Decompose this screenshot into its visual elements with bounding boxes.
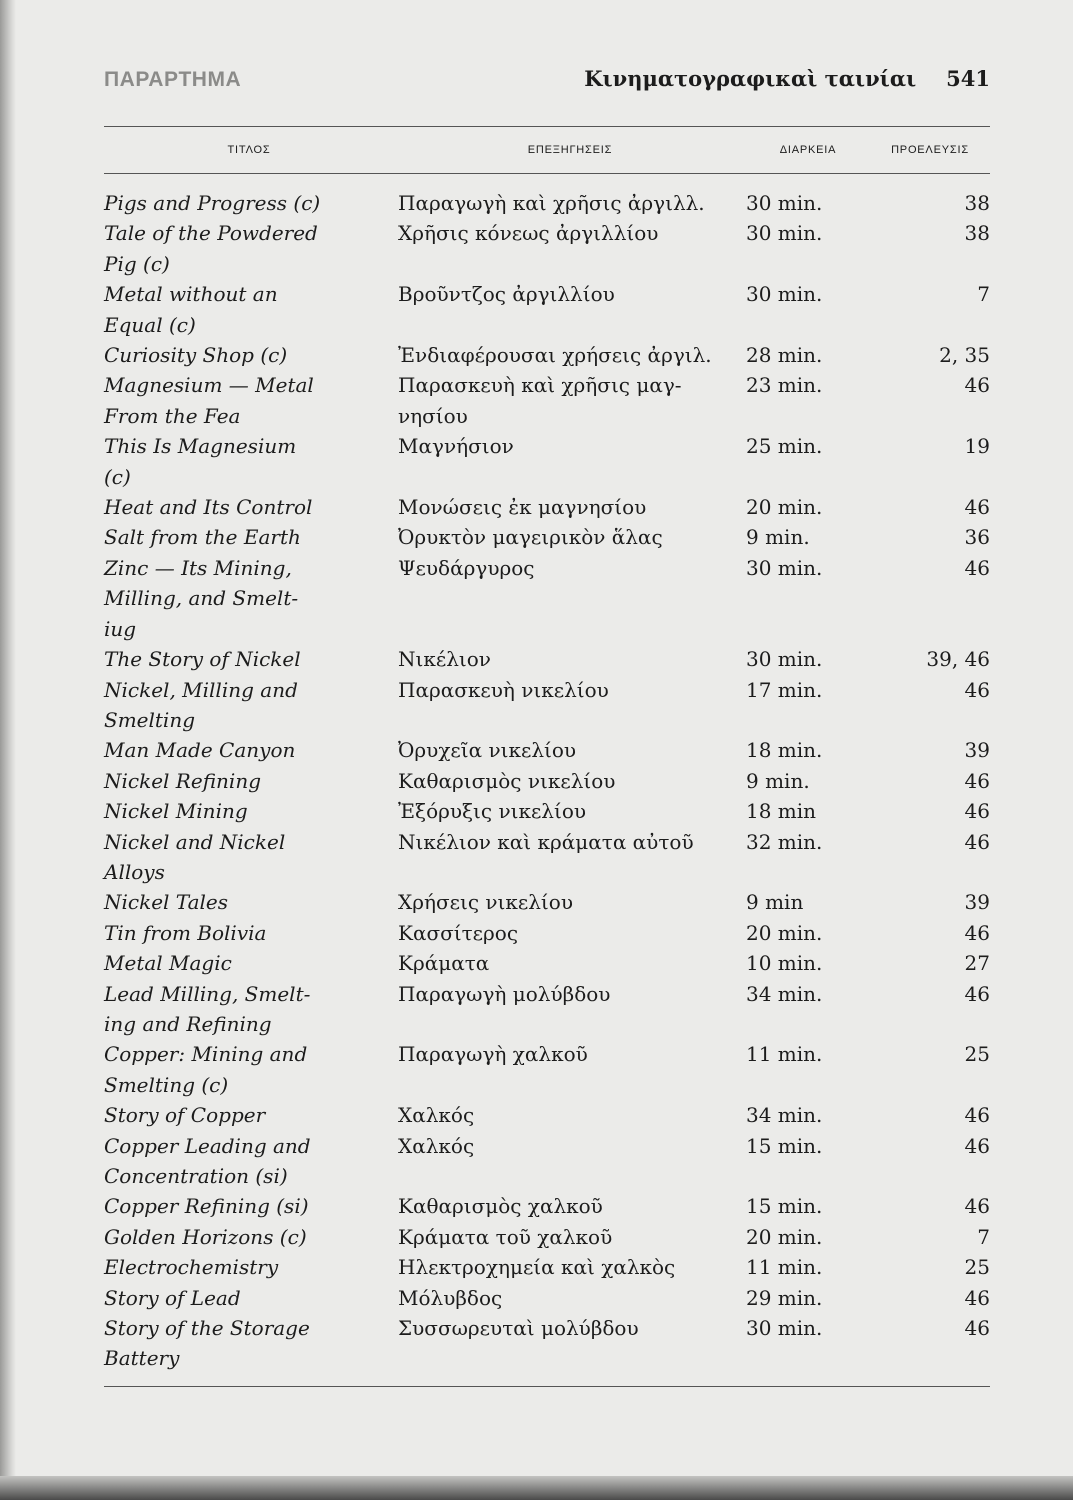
film-title-line: Nickel Mining [104,799,248,824]
film-title-line: Metal without an [104,282,278,307]
film-title [104,644,394,674]
film-title-line: Smelting [104,707,196,732]
film-source: 46 [964,768,990,793]
film-description-line: Παρασκευὴ καὶ χρῆσις μαγ- [398,373,682,398]
film-title [104,370,394,431]
film-description-line: Παραγωγὴ καὶ χρῆσις ἀργιλλ. [398,191,705,215]
film-title-line: Tale of the Powdered [104,221,318,246]
film-title [104,553,394,644]
film-title [104,431,394,492]
film-duration: 18 min. [746,738,823,763]
page-number: 541 [946,66,990,91]
table-row [104,796,990,826]
film-source: 7 [977,282,990,307]
film-table-body [104,188,990,1374]
film-title-line: Concentration (si) [104,1164,288,1188]
table-row [104,1131,990,1192]
film-description-line: Ὀρυκτὸν μαγειρικὸν ἅλας [398,525,663,550]
film-description-line: Βροῦντζος ἀργιλλίου [398,282,615,307]
film-description [394,766,746,796]
table-row [104,948,990,978]
film-source: 46 [964,981,990,1006]
film-title-line: Copper Refining (si) [104,1194,309,1219]
film-source: 46 [964,495,990,520]
film-description-line: Παρασκευὴ νικελίου [398,677,609,702]
table-row [104,492,990,522]
film-description [394,796,746,826]
film-description-line: Καθαρισμὸς νικελίου [398,768,616,793]
film-title-line: Story of Lead [104,1285,241,1310]
col-head-source: ΠΡΟΕΛΕΥΣΙΣ [891,144,969,156]
film-source: 19 [964,434,990,459]
running-head [104,66,990,106]
film-description-line: Μονώσεις ἐκ μαγνησίου [398,495,647,520]
film-duration: 15 min. [746,1133,823,1158]
film-description [394,188,746,218]
film-description [394,735,746,765]
film-source: 7 [977,1224,990,1249]
film-duration: 30 min. [746,1316,823,1341]
film-title [104,1222,394,1252]
film-description [394,553,746,644]
film-duration: 30 min. [746,647,823,672]
table-row [104,887,990,917]
film-description-line: Παραγωγὴ χαλκοῦ [398,1042,588,1067]
col-head-duration: ΔΙΑΡΚΕΙΑ [779,144,837,156]
film-title [104,675,394,736]
film-title-line: Milling, and Smelt- [104,586,299,611]
film-title-line: Pig (c) [104,251,170,276]
table-bottom-rule [104,1386,990,1387]
film-description-line: Νικέλιον καὶ κράματα αὐτοῦ [398,829,694,854]
table-row [104,1252,990,1282]
film-duration: 10 min. [746,951,823,976]
film-description-line: Χρήσεις νικελίου [398,890,573,915]
film-source: 39 [964,738,990,763]
film-description-line: Ψευδάργυρος [398,555,535,580]
film-title-line: Story of the Storage [104,1316,310,1341]
film-source: 46 [964,1316,990,1341]
film-source: 46 [964,1285,990,1310]
film-title-line: This Is Magnesium [104,434,297,459]
film-description [394,887,746,917]
film-duration: 34 min. [746,1103,823,1128]
film-title [104,340,394,370]
film-title-line: Nickel Tales [104,890,229,915]
film-source: 46 [964,1194,990,1219]
table-row [104,431,990,492]
film-description-line: Παραγωγὴ μολύβδου [398,981,611,1006]
film-description [394,279,746,340]
film-title [104,1039,394,1100]
film-title [104,522,394,552]
film-duration: 32 min. [746,829,823,854]
film-description-line: Χαλκός [398,1133,475,1158]
film-description-line: Ὀρυχεῖα νικελίου [398,738,577,763]
film-description-line: Κράματα [398,951,490,976]
film-title-line: Curiosity Shop (c) [104,343,288,368]
table-row [104,188,990,218]
film-title-line: ing and Refining [104,1011,272,1036]
film-title [104,948,394,978]
table-row [104,1222,990,1252]
film-description-line: Χρῆσις κόνεως ἀργιλλίου [398,221,659,246]
film-duration: 20 min. [746,1224,823,1249]
film-description [394,918,746,948]
film-duration: 9 min. [746,525,810,550]
film-duration: 30 min. [746,191,823,215]
film-description-line: Ἐνδιαφέρουσαι χρήσεις ἀργιλ. [398,343,712,368]
film-duration: 23 min. [746,373,823,398]
film-description [394,675,746,736]
book-page [104,66,990,1387]
film-title [104,979,394,1040]
running-head-right [584,66,990,91]
film-title [104,1191,394,1221]
film-title-line: Alloys [104,859,165,884]
table-row [104,218,990,279]
film-duration: 11 min. [746,1042,823,1067]
table-row [104,766,990,796]
film-description [394,1039,746,1100]
table-row [104,522,990,552]
film-description [394,948,746,978]
film-description [394,218,746,279]
film-title-line: Copper: Mining and [104,1042,308,1067]
film-duration: 34 min. [746,981,823,1006]
film-description-line: Μαγνήσιον [398,434,514,459]
film-title-line: Pigs and Progress (c) [104,191,321,215]
film-title-line: Smelting (c) [104,1072,229,1097]
film-title-line: Story of Copper [104,1103,266,1128]
film-duration: 30 min. [746,221,823,246]
table-row [104,1039,990,1100]
film-title [104,766,394,796]
scan-bottom-edge [0,1476,1073,1500]
table-row [104,827,990,888]
film-duration: 20 min. [746,495,823,520]
film-description-line: Συσσωρευταὶ μολύβδου [398,1316,639,1341]
film-source: 38 [964,191,990,215]
section-title: ΠΑΡΑΡΤΗΜΑ [104,68,242,91]
film-duration: 9 min [746,890,804,915]
film-source: 36 [964,525,990,550]
film-title [104,1131,394,1192]
film-title-line: Metal Magic [104,951,232,976]
film-source: 39 [964,890,990,915]
film-title [104,918,394,948]
film-description [394,979,746,1040]
film-title-line: Lead Milling, Smelt- [104,981,311,1006]
table-row [104,370,990,431]
film-description [394,370,746,431]
film-title-line: From the Fea [104,403,241,428]
film-title [104,492,394,522]
film-title-line: Nickel and Nickel [104,829,286,854]
film-source: 2, 35 [939,343,990,368]
film-title-line: Heat and Its Control [104,495,313,520]
film-title [104,1252,394,1282]
film-title-line: The Story of Nickel [104,647,301,672]
film-description-line: Νικέλιον [398,647,491,672]
film-title-line: Electrochemistry [104,1255,279,1280]
film-duration: 15 min. [746,1194,823,1219]
film-source: 46 [964,920,990,945]
table-row [104,675,990,736]
table-row [104,735,990,765]
table-row [104,1313,990,1374]
film-duration: 18 min [746,799,817,824]
film-title-line: iug [104,616,137,641]
table-row [104,1100,990,1130]
film-description-line: Κράματα τοῦ χαλκοῦ [398,1224,613,1249]
table-row [104,1191,990,1221]
film-title-line: Nickel, Milling and [104,677,298,702]
film-source: 25 [964,1255,990,1280]
film-title-line: Tin from Bolivia [104,920,267,945]
film-source: 46 [964,555,990,580]
film-title [104,1100,394,1130]
film-duration: 30 min. [746,555,823,580]
film-description [394,1313,746,1374]
col-head-description: ΕΠΕΞΗΓΗΣΕΙΣ [527,144,613,156]
film-title [104,279,394,340]
film-source: 38 [964,221,990,246]
film-duration: 30 min. [746,282,823,307]
film-description [394,827,746,888]
film-description [394,644,746,674]
film-description [394,1283,746,1313]
film-description [394,1131,746,1192]
film-title-line: Golden Horizons (c) [104,1224,307,1249]
film-title [104,188,394,218]
film-source: 46 [964,1133,990,1158]
film-description [394,492,746,522]
film-title-line: Magnesium — Metal [104,373,314,398]
film-title-line: Equal (c) [104,312,196,337]
film-title-line: Man Made Canyon [104,738,296,763]
film-description-line: Ηλεκτροχημεία καὶ χαλκὸς [398,1255,676,1280]
film-description [394,1100,746,1130]
film-description-line: Κασσίτερος [398,920,519,945]
table-row [104,553,990,644]
table-header-rule [104,173,990,174]
film-duration: 29 min. [746,1285,823,1310]
film-duration: 25 min. [746,434,823,459]
film-title-line: Nickel Refining [104,768,262,793]
film-source: 39, 46 [926,647,990,672]
film-title-line: (c) [104,464,131,489]
table-row [104,340,990,370]
film-title [104,796,394,826]
film-duration: 28 min. [746,343,823,368]
film-title-line: Battery [104,1346,180,1371]
film-description [394,1191,746,1221]
film-title-line: Zinc — Its Mining, [104,555,292,580]
film-title [104,1283,394,1313]
film-description-line: Μόλυβδος [398,1285,503,1310]
film-title-line: Copper Leading and [104,1133,311,1158]
table-row [104,644,990,674]
film-source: 46 [964,373,990,398]
film-title [104,827,394,888]
film-source: 25 [964,1042,990,1067]
film-description [394,431,746,492]
film-description [394,1222,746,1252]
film-duration: 11 min. [746,1255,823,1280]
film-description-line: Χαλκός [398,1103,475,1128]
page-edge-shadow [0,0,16,1500]
film-description [394,522,746,552]
film-title-line: Salt from the Earth [104,525,301,550]
film-description-line: Ἐξόρυξις νικελίου [398,799,587,824]
film-source: 46 [964,799,990,824]
film-source: 46 [964,677,990,702]
col-head-title: ΤΙΤΛΟΣ [227,144,271,156]
film-duration: 17 min. [746,677,823,702]
film-description-line: Καθαρισμὸς χαλκοῦ [398,1194,603,1219]
film-source: 46 [964,829,990,854]
film-title [104,887,394,917]
film-description [394,340,746,370]
film-title [104,218,394,279]
film-description [394,1252,746,1282]
table-row [104,279,990,340]
film-duration: 20 min. [746,920,823,945]
table-row [104,1283,990,1313]
film-title [104,735,394,765]
film-duration: 9 min. [746,768,810,793]
film-title [104,1313,394,1374]
table-header [104,127,990,173]
film-source: 27 [964,951,990,976]
table-row [104,918,990,948]
table-row [104,979,990,1040]
film-description-line: νησίου [398,403,468,428]
chapter-title: Κινηματογραφικαὶ ταινίαι [584,66,917,91]
film-source: 46 [964,1103,990,1128]
